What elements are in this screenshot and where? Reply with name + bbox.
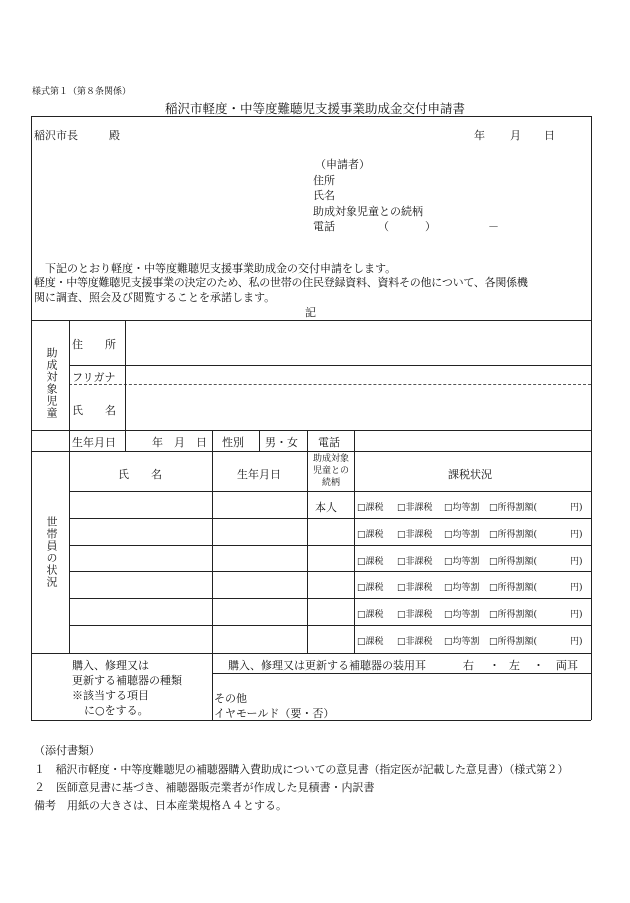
child-name-label: 氏 名: [72, 404, 116, 417]
tax-nontaxed[interactable]: □非課税: [397, 583, 433, 593]
honorific: 殿: [109, 129, 120, 142]
ear-right[interactable]: 右: [463, 659, 474, 672]
tax-yen: 円): [570, 503, 583, 513]
ear-left[interactable]: 左: [509, 659, 520, 672]
device-other-label: その他: [214, 692, 247, 705]
applicant-heading: （申請者）: [315, 158, 370, 171]
child-sex-options: 男・女: [265, 436, 298, 449]
relation-line-2: 児童との: [312, 466, 349, 476]
tax-equal[interactable]: □均等割: [444, 583, 480, 593]
phone-dash: －: [488, 220, 499, 233]
household-col-name: 氏 名: [118, 468, 162, 481]
tax-nontaxed[interactable]: □非課税: [397, 530, 433, 540]
applicant-relation-label: 助成対象児童との続柄: [313, 205, 423, 218]
statement-line-2: 軽度・中等度難聴児支援事業の決定のため、私の世帯の住民登録資料、資料その他について、各関係機: [34, 276, 528, 289]
attachment-item-1: １ 稲沢市軽度・中等度難聴児の補聴器購入費助成についての意見書（指定医が記載した意見書）（様式第２）: [34, 763, 569, 776]
device-left-line-2: 更新する補聴器の種類: [72, 674, 182, 687]
phone-paren-close: ）: [425, 220, 436, 233]
tax-nontaxed[interactable]: □非課税: [397, 503, 433, 513]
earmold-label: イヤモールド（要・否）: [214, 707, 335, 720]
attachments-heading: （添付書類）: [34, 744, 100, 757]
tax-yen: 円): [570, 583, 583, 593]
remarks-note: 備考 用紙の大きさは、日本産業規格Ａ４とする。: [34, 799, 287, 812]
tax-income[interactable]: □所得割額(: [489, 530, 538, 540]
tax-income[interactable]: □所得割額(: [489, 610, 538, 620]
page-title: 稲沢市軽度・中等度難聴児支援事業助成金交付申請書: [164, 101, 465, 116]
tax-equal[interactable]: □均等割: [444, 637, 480, 647]
household-col-tax: 課税状況: [448, 468, 492, 481]
tax-taxed[interactable]: □課税: [357, 530, 384, 540]
tax-yen: 円): [570, 610, 583, 620]
relation-line-3: 続柄: [321, 478, 340, 488]
child-birth-label: 生年月日: [72, 436, 116, 449]
household-self-label: 本人: [315, 501, 337, 514]
tax-income[interactable]: □所得割額(: [489, 637, 538, 647]
device-left-line-3: ※該当する項目: [72, 689, 149, 702]
relation-line-1: 助成対象: [312, 454, 349, 464]
tax-yen: 円): [570, 637, 583, 647]
ear-both[interactable]: 両耳: [556, 659, 578, 672]
tax-equal[interactable]: □均等割: [444, 610, 480, 620]
form-number: 様式第１（第８条関係）: [32, 87, 132, 97]
tax-taxed[interactable]: □課税: [357, 503, 384, 513]
tax-taxed[interactable]: □課税: [357, 583, 384, 593]
tax-taxed[interactable]: □課税: [357, 557, 384, 567]
child-birth-ymd: 年 月 日: [152, 436, 207, 449]
tax-taxed[interactable]: □課税: [357, 610, 384, 620]
tax-yen: 円): [570, 530, 583, 540]
tax-equal[interactable]: □均等割: [444, 503, 480, 513]
phone-paren-open: （: [378, 220, 389, 233]
tax-nontaxed[interactable]: □非課税: [397, 557, 433, 567]
applicant-name-label: 氏名: [313, 189, 335, 202]
child-sex-label: 性別: [222, 436, 244, 449]
date-day-label: 日: [544, 129, 555, 142]
tax-nontaxed[interactable]: □非課税: [397, 610, 433, 620]
tax-equal[interactable]: □均等割: [444, 530, 480, 540]
household-col-relation: [308, 453, 354, 489]
child-address-label: 住 所: [72, 338, 116, 351]
household-section-label: 世帯員の状況: [45, 516, 58, 588]
applicant-address-label: 住所: [313, 174, 335, 187]
device-left-line-4: に○をする。: [84, 704, 149, 717]
device-left-line-1: 購入、修理又は: [72, 659, 149, 672]
ear-dot-2: ・: [533, 659, 544, 672]
statement-line-1: 下記のとおり軽度・中等度難聴児支援事業助成金の交付申請をします。: [45, 262, 397, 275]
tax-income[interactable]: □所得割額(: [489, 557, 538, 567]
recipient: 稲沢市長: [34, 129, 78, 142]
ear-dot-1: ・: [489, 659, 500, 672]
household-col-birth: 生年月日: [237, 468, 281, 481]
tax-yen: 円): [570, 557, 583, 567]
tax-income[interactable]: □所得割額(: [489, 583, 538, 593]
child-section-label: 助成対象児童: [45, 347, 58, 419]
tax-income[interactable]: □所得割額(: [489, 503, 538, 513]
tax-taxed[interactable]: □課税: [357, 637, 384, 647]
ki-label: 記: [305, 306, 316, 319]
tax-nontaxed[interactable]: □非課税: [397, 637, 433, 647]
attachment-item-2: ２ 医師意見書に基づき、補聴器販売業者が作成した見積書・内訳書: [34, 781, 375, 794]
child-furigana-label: フリガナ: [72, 371, 116, 384]
ear-label: 購入、修理又は更新する補聴器の装用耳: [228, 659, 426, 672]
child-phone-label: 電話: [318, 436, 340, 449]
tax-equal[interactable]: □均等割: [444, 557, 480, 567]
date-month-label: 月: [510, 129, 521, 142]
statement-line-3: 関に調査、照会及び閲覧することを承諾します。: [34, 291, 276, 304]
date-year-label: 年: [474, 129, 485, 142]
applicant-phone-label: 電話: [313, 220, 335, 233]
